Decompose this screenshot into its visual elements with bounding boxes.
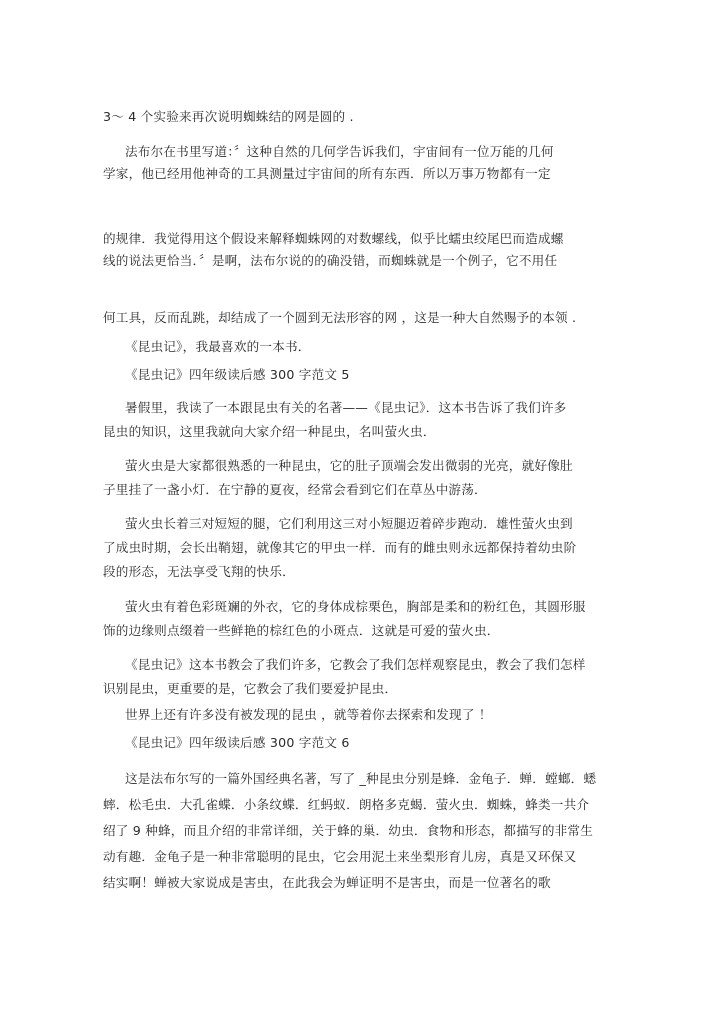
section-heading-6: 《昆虫记》四年级读后感 300 字范文 6 bbox=[125, 735, 350, 750]
text-line-5: 线的说法更恰当．〞是啊，法布尔说的的确没错，而蜘蛛就是一个例子，它不用任 bbox=[103, 253, 558, 268]
text-line-11: 萤火虫是大家都很熟悉的一种昆虫，它的肚子顶端会发出微弱的光亮，就好像肚 bbox=[125, 458, 573, 473]
text-line-1: 3～ 4 个实验来再次说明蜘蛛结的网是圆的 . bbox=[103, 109, 354, 124]
text-line-17: 饰的边缘则点缀着一些鲜艳的棕红色的小斑点．这就是可爱的萤火虫． bbox=[103, 623, 500, 638]
text-line-7: 《昆虫记》，我最喜欢的一本书． bbox=[125, 339, 311, 354]
text-line-20: 世界上还有许多没有被发现的昆虫 ，就等着你去探索和发现了 ！ bbox=[125, 707, 492, 722]
text-line-9: 暑假里，我读了一本跟昆虫有关的名著——《昆虫记》．这本书告诉了我们许多 bbox=[125, 400, 567, 415]
text-line-19: 识别昆虫，更重要的是，它教会了我们要爱护昆虫． bbox=[103, 681, 398, 696]
text-line-12: 子里挂了一盏小灯．在宁静的夏夜，经常会看到它们在草丛中游荡． bbox=[103, 482, 487, 497]
section-heading-5: 《昆虫记》四年级读后感 300 字范文 5 bbox=[125, 367, 350, 382]
text-line-14: 了成虫时期，会长出鞘翅，就像其它的甲虫一样．而有的雌虫则永远都保持着幼虫阶 bbox=[103, 540, 577, 555]
text-line-23: 蟀．松毛虫．大孔雀蝶．小条纹蝶．红蚂蚁．朗格多克蝎．萤火虫．蜘蛛，蜂类一共介 bbox=[103, 797, 590, 812]
text-line-18: 《昆虫记》这本书教会了我们许多，它教会了我们怎样观察昆虫，教会了我们怎样 bbox=[125, 657, 586, 672]
text-line-25: 动有趣．金龟子是一种非常聪明的昆虫，它会用泥土来坐梨形育儿房，真是又环保又 bbox=[103, 849, 577, 864]
text-line-24: 绍了 9 种蜂，而且介绍的非常详细，关于蜂的巢．幼虫．食物和形态，都描写的非常生 bbox=[103, 823, 593, 838]
text-line-13: 萤火虫长着三对短短的腿，它们利用这三对小短腿迈着碎步跑动．雄性萤火虫到 bbox=[125, 516, 573, 531]
text-line-16: 萤火虫有着色彩斑斓的外衣，它的身体成棕栗色，胸部是柔和的粉红色，其圆形服 bbox=[125, 599, 586, 614]
text-line-22: 这是法布尔写的一篇外国经典名著，写了 _种昆虫分别是蜂．金龟子．蝉．螳螂．蟋 bbox=[125, 771, 597, 786]
text-line-15: 段的形态，无法享受飞翔的快乐． bbox=[103, 564, 295, 579]
text-line-6: 何工具，反而乱跳，却结成了一个圆到无法形容的网 ，这是一种大自然赐予的本领 . bbox=[103, 310, 577, 325]
text-line-10: 昆虫的知识，这里我就向大家介绍一种昆虫，名叫萤火虫． bbox=[103, 424, 436, 439]
text-line-2: 法布尔在书里写道：〞这种自然的几何学告诉我们，宇宙间有一位万能的几何 bbox=[125, 144, 554, 159]
text-line-4: 的规律．我觉得用这个假设来解释蜘蛛网的对数螺线，似乎比蠕虫绞尾巴而造成螺 bbox=[103, 231, 564, 246]
text-line-26: 结实啊！蝉被大家说成是害虫，在此我会为蝉证明不是害虫，而是一位著名的歌 bbox=[103, 875, 551, 890]
text-line-3: 学家，他已经用他神奇的工具测量过宇宙间的所有东西．所以万事万物都有一定 bbox=[103, 166, 551, 181]
